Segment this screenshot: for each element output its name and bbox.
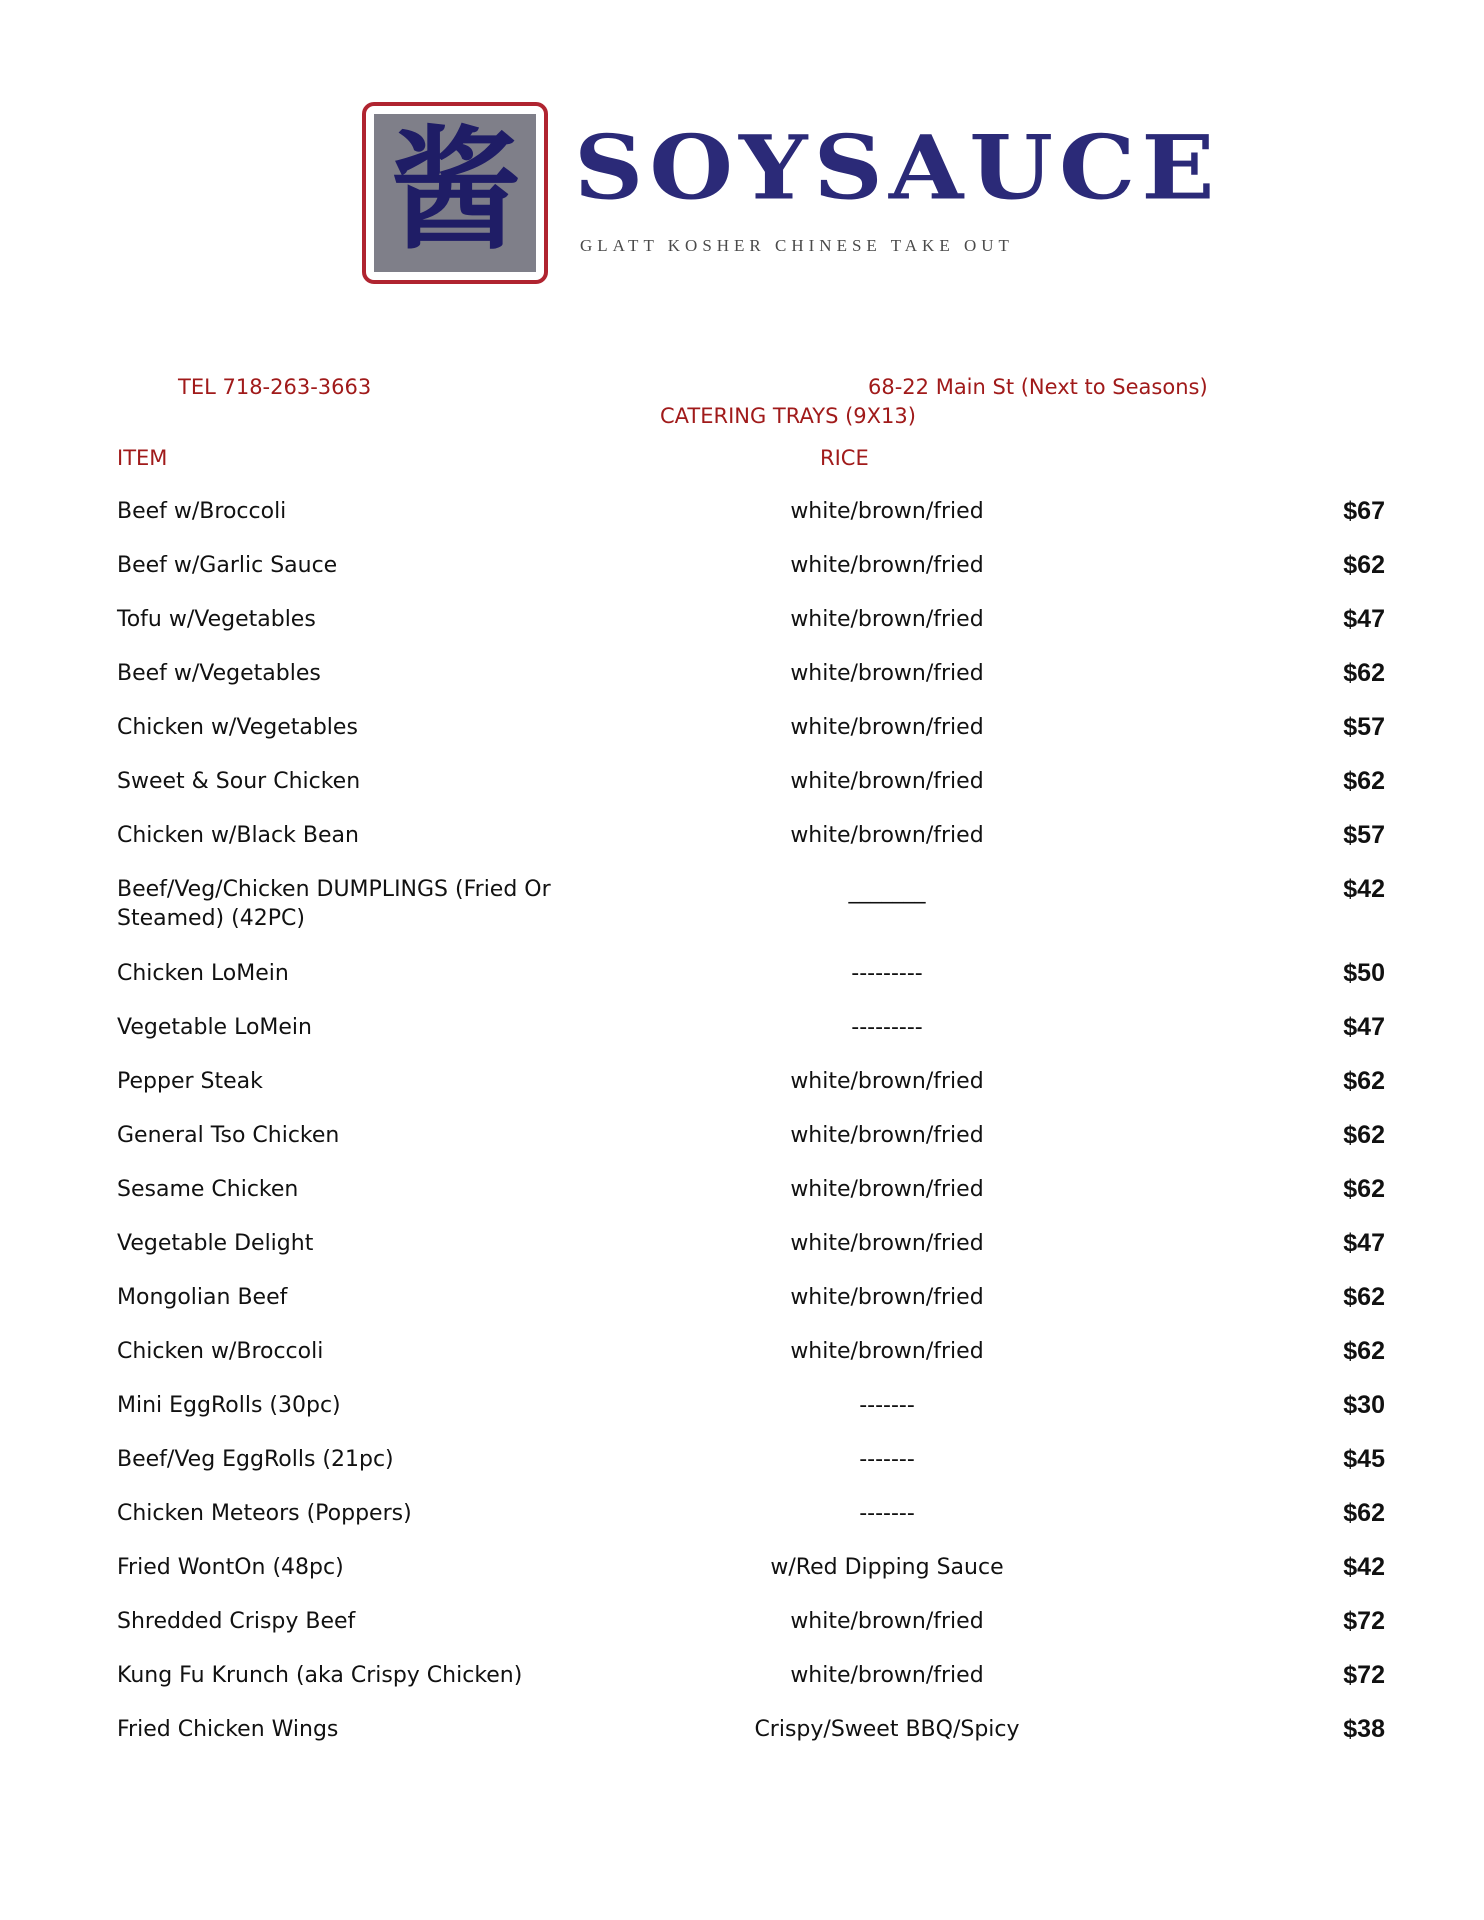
item-price: $62 [1343,1121,1385,1149]
menu-row [117,875,1385,945]
item-rice: white/brown/fried [790,661,984,686]
item-rice: white/brown/fried [790,1177,984,1202]
menu-row [117,497,1385,537]
item-rice: white/brown/fried [790,1609,984,1634]
item-price: $47 [1343,605,1385,633]
item-name: Kung Fu Krunch (aka Crispy Chicken) [117,1663,523,1688]
item-rice: ------- [859,1501,915,1526]
menu-row [117,605,1385,645]
item-rice: _______ [848,879,926,904]
menu-row [117,659,1385,699]
item-name: Beef w/Broccoli [117,499,287,524]
menu-row [117,1175,1385,1215]
item-name: Beef/Veg EggRolls (21pc) [117,1447,394,1472]
item-price: $62 [1343,1175,1385,1203]
item-name: Chicken LoMein [117,961,289,986]
item-price: $67 [1343,497,1385,525]
column-header-item: ITEM [117,446,168,470]
item-rice: ------- [859,1393,915,1418]
item-price: $50 [1343,959,1385,987]
item-rice: white/brown/fried [790,607,984,632]
item-rice: white/brown/fried [790,553,984,578]
item-rice: white/brown/fried [790,769,984,794]
phone-number: TEL 718-263-3663 [178,375,372,399]
item-name: Chicken w/Vegetables [117,715,358,740]
item-name: Beef w/Vegetables [117,661,321,686]
item-price: $47 [1343,1229,1385,1257]
item-price: $38 [1343,1715,1385,1743]
menu-row [117,1283,1385,1323]
menu-row [117,1229,1385,1269]
menu-row [117,1553,1385,1593]
section-title: CATERING TRAYS (9X13) [660,404,916,428]
logo-mark [362,102,548,284]
item-rice: white/brown/fried [790,1663,984,1688]
menu-row [117,1013,1385,1053]
menu-row [117,1391,1385,1431]
item-rice: white/brown/fried [790,1285,984,1310]
menu-row [117,713,1385,753]
item-price: $42 [1343,1553,1385,1581]
item-rice: --------- [851,1015,923,1040]
item-name: Chicken w/Black Bean [117,823,359,848]
item-name: Fried WontOn (48pc) [117,1555,344,1580]
item-price: $62 [1343,767,1385,795]
menu-row [117,1121,1385,1161]
item-price: $57 [1343,821,1385,849]
item-name: Mini EggRolls (30pc) [117,1393,341,1418]
menu-row [117,1715,1385,1755]
menu-row [117,1607,1385,1647]
item-rice: Crispy/Sweet BBQ/Spicy [754,1717,1020,1742]
item-rice: white/brown/fried [790,1339,984,1364]
item-price: $47 [1343,1013,1385,1041]
item-name: Fried Chicken Wings [117,1717,339,1742]
item-price: $62 [1343,1283,1385,1311]
item-rice: white/brown/fried [790,715,984,740]
menu-row [117,551,1385,591]
address: 68-22 Main St (Next to Seasons) [868,375,1208,399]
item-rice: ------- [859,1447,915,1472]
menu-row [117,1445,1385,1485]
item-name: Sweet & Sour Chicken [117,769,361,794]
item-name: Tofu w/Vegetables [117,607,316,632]
item-rice: white/brown/fried [790,823,984,848]
item-name: Beef/Veg/Chicken DUMPLINGS (Fried Or Steamed) (42PC) [117,877,551,931]
brand-tagline: GLATT KOSHER CHINESE TAKE OUT [580,236,1014,255]
item-name: Mongolian Beef [117,1285,288,1310]
item-name: Shredded Crispy Beef [117,1609,356,1634]
item-rice: white/brown/fried [790,499,984,524]
item-price: $62 [1343,659,1385,687]
item-rice: white/brown/fried [790,1231,984,1256]
item-name: Vegetable Delight [117,1231,314,1256]
menu-row [117,821,1385,861]
item-price: $30 [1343,1391,1385,1419]
menu-row [117,1661,1385,1701]
item-name: Chicken Meteors (Poppers) [117,1501,412,1526]
item-rice: w/Red Dipping Sauce [770,1555,1004,1580]
item-name: Pepper Steak [117,1069,263,1094]
item-rice: white/brown/fried [790,1123,984,1148]
item-name: Chicken w/Broccoli [117,1339,324,1364]
item-price: $45 [1343,1445,1385,1473]
item-price: $62 [1343,551,1385,579]
item-price: $62 [1343,1337,1385,1365]
item-name: Sesame Chicken [117,1177,299,1202]
item-name: Vegetable LoMein [117,1015,312,1040]
menu-row [117,1337,1385,1377]
item-rice: white/brown/fried [790,1069,984,1094]
menu-row [117,767,1385,807]
item-name: Beef w/Garlic Sauce [117,553,338,578]
item-price: $42 [1343,875,1385,903]
item-price: $72 [1343,1607,1385,1635]
item-price: $57 [1343,713,1385,741]
menu-row [117,1067,1385,1107]
logo-glyph: 酱 [389,113,521,268]
item-name: General Tso Chicken [117,1123,340,1148]
menu-row [117,959,1385,999]
item-price: $62 [1343,1499,1385,1527]
brand-name: SOYSAUCE [574,115,1221,220]
column-header-rice: RICE [820,446,869,470]
item-rice: --------- [851,961,923,986]
logo-mark-inner [374,114,536,272]
item-price: $62 [1343,1067,1385,1095]
item-price: $72 [1343,1661,1385,1689]
menu-row [117,1499,1385,1539]
